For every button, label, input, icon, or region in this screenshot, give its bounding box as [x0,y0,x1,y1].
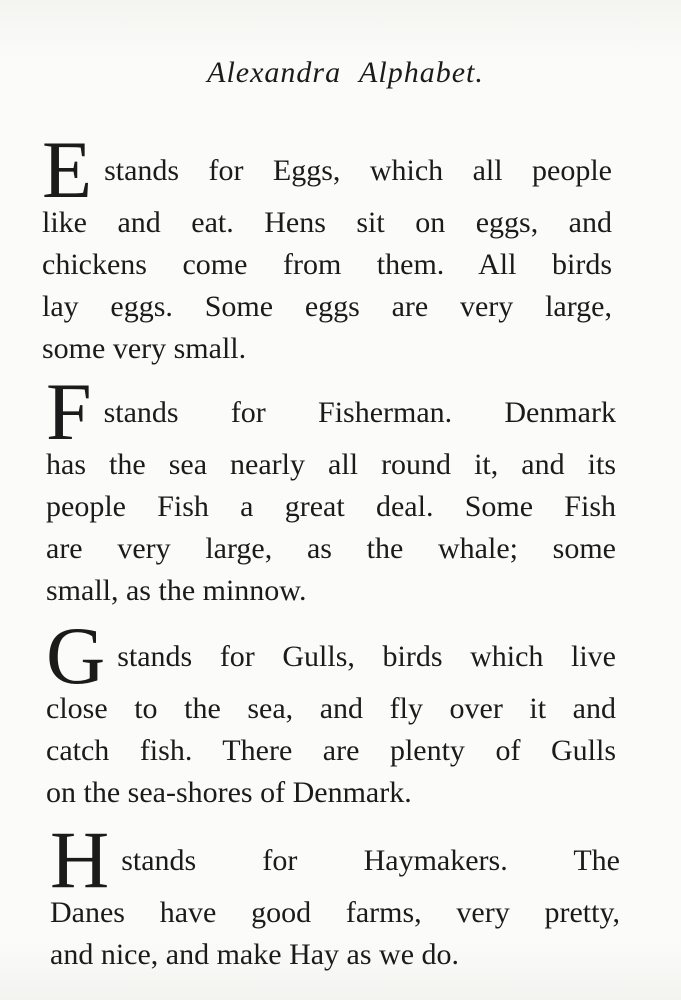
entry-h-first-line: stands for Haymakers. The [121,844,620,877]
entry-h [50,814,620,976]
entry-g-first-line: stands for Gulls, birds which live [117,640,616,673]
dropcap-h: H [50,814,110,905]
dropcap-g: G [46,610,106,701]
entry-g-line-3: on the sea-shores of Denmark. [46,776,412,809]
entry-f-line-2: people Fish a great deal. Some Fish [46,490,616,523]
entry-g [46,610,616,814]
entry-e-line-1: like and eat. Hens sit on eggs, and [42,206,612,239]
entry-f-line-4: small, as the minnow. [46,574,307,607]
entry-e [42,124,612,370]
entry-f-first-line: stands for Fisherman. Denmark [103,396,616,429]
entry-e-first-line: stands for Eggs, which all people [104,154,612,187]
entry-g-line-1: close to the sea, and fly over it and [46,692,616,725]
entry-f-line-3: are very large, as the whale; some [46,532,616,565]
dropcap-f: F [46,366,92,457]
entry-g-line-2: catch fish. There are plenty of Gulls [46,734,616,767]
page-title: Alexandra Alphabet. [207,56,484,89]
entry-h-line-2: and nice, and make Hay as we do. [50,938,460,971]
entry-f [46,366,616,612]
entry-h-line-1: Danes have good farms, very pretty, [50,896,620,929]
entry-e-line-4: some very small. [42,332,247,365]
entry-f-line-1: has the sea nearly all round it, and its [46,448,616,481]
entry-e-line-3: lay eggs. Some eggs are very large, [42,290,612,323]
dropcap-e: E [42,124,93,215]
entry-e-line-2: chickens come from them. All birds [42,248,612,281]
